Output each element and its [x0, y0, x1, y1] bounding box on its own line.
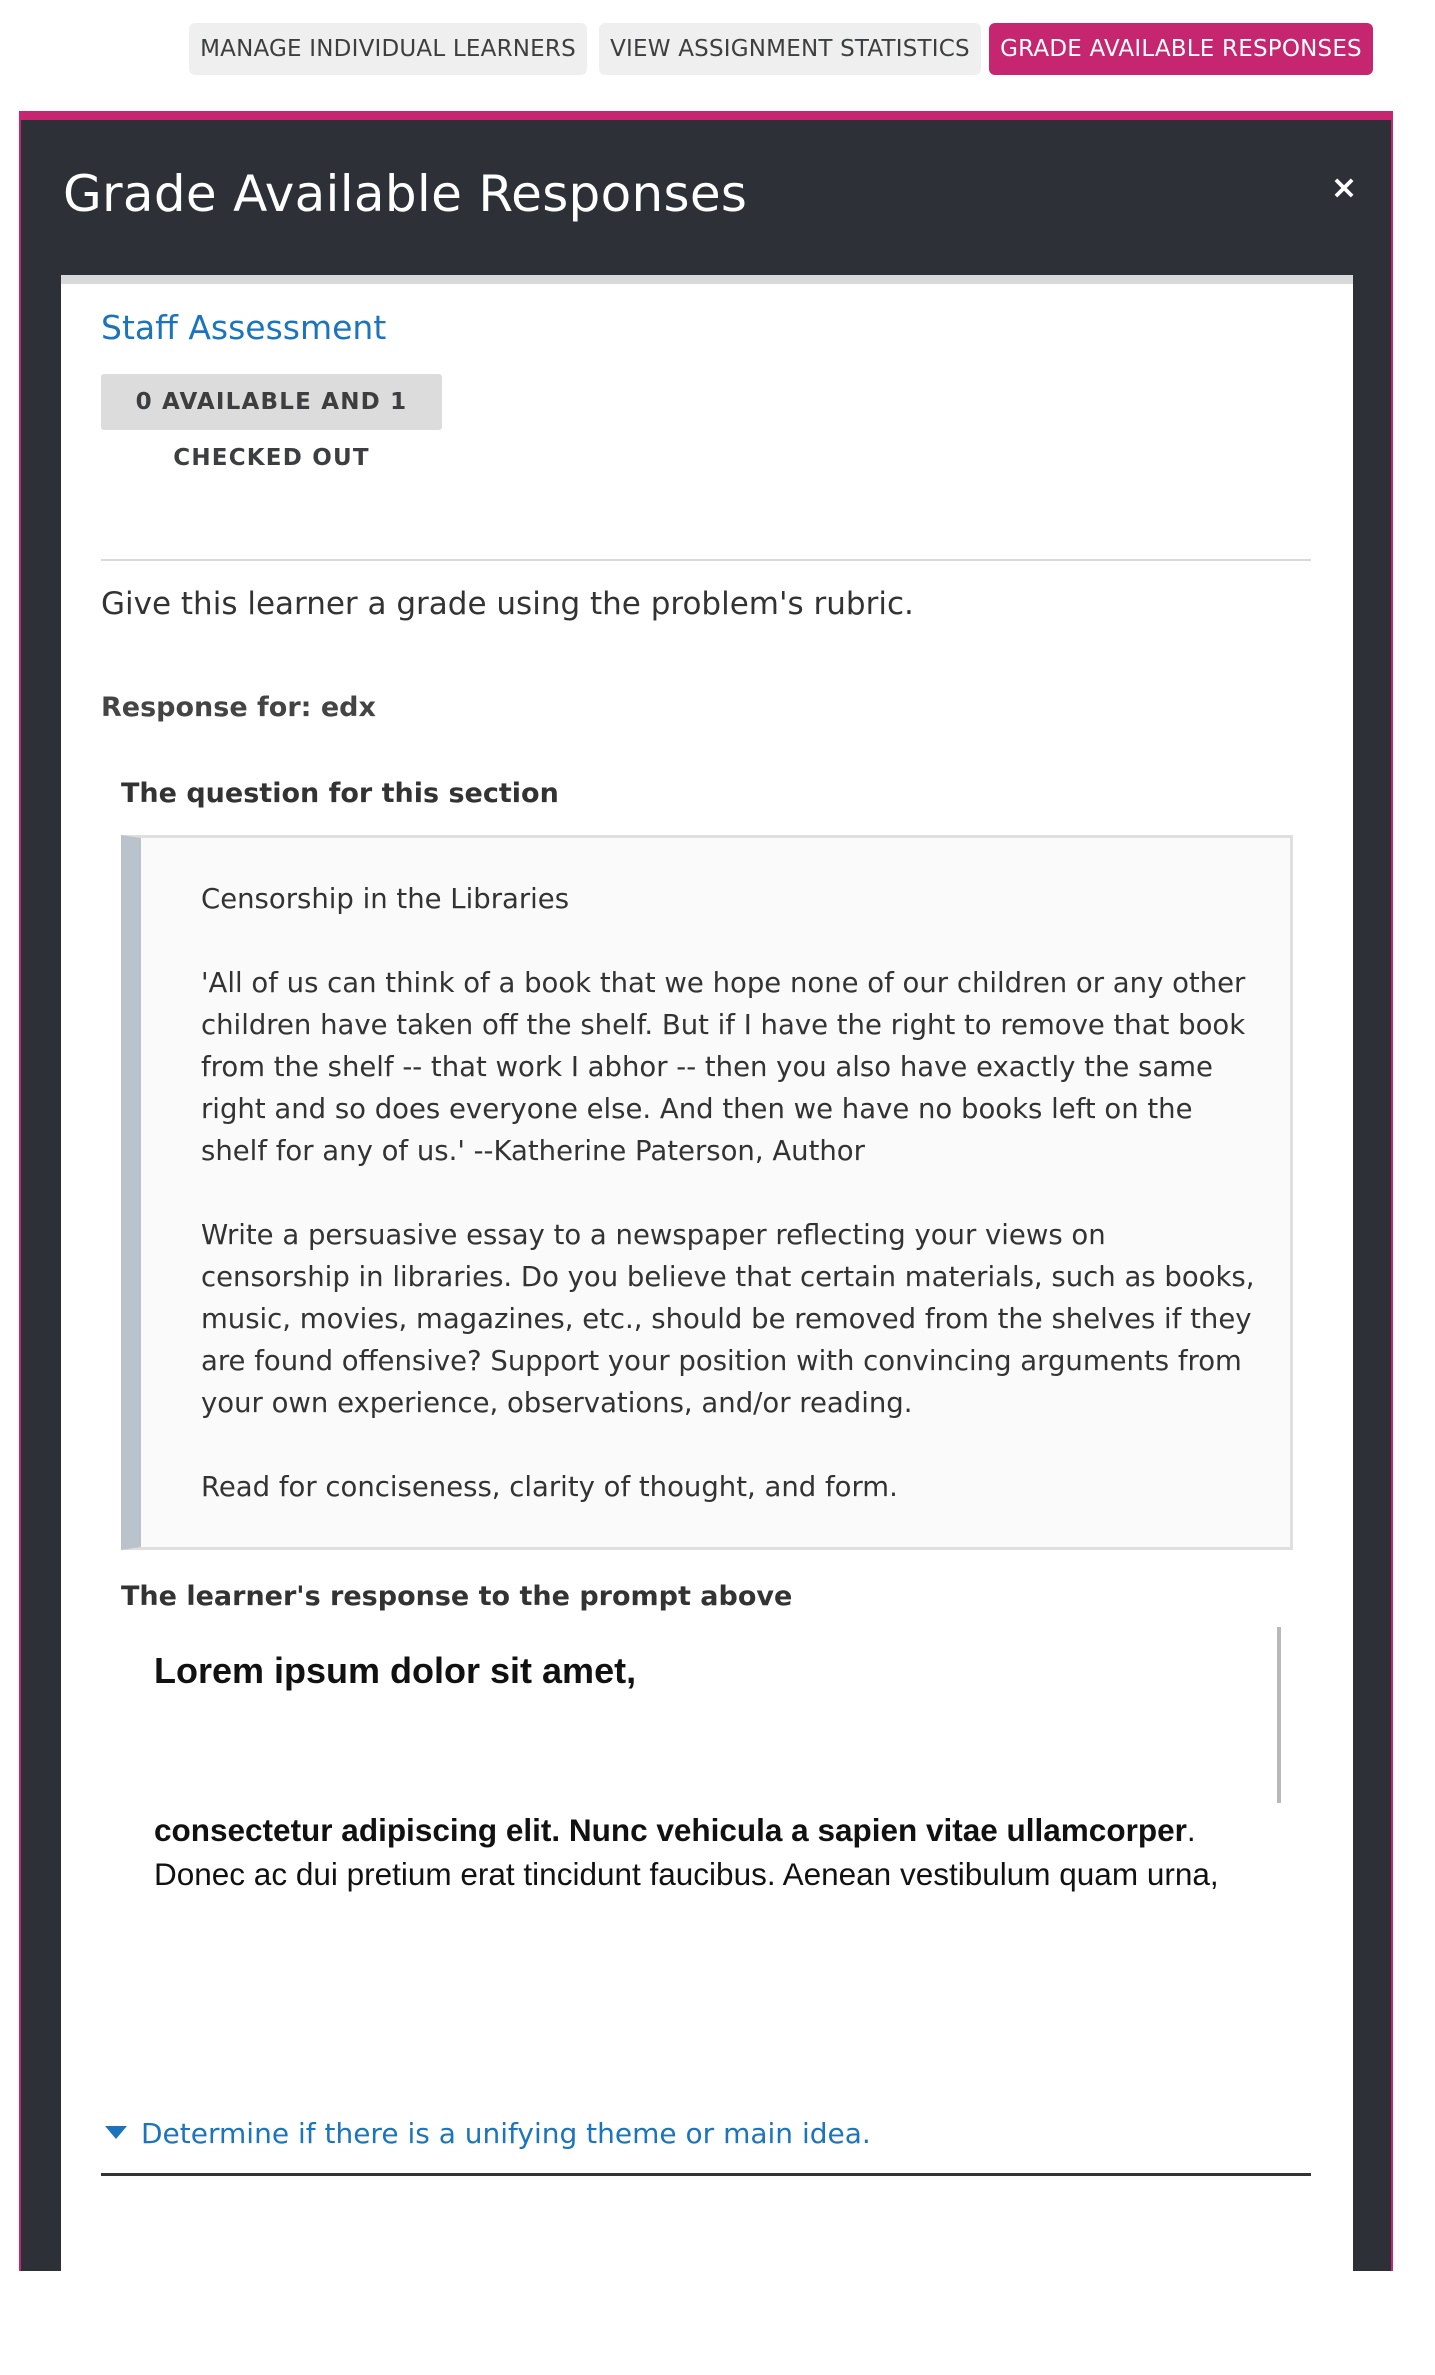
staff-assessment-panel — [61, 275, 1353, 2375]
response-scrollbar[interactable] — [1277, 1627, 1281, 1803]
caret-down-icon — [105, 2126, 127, 2139]
response-text: Donec ac dui pretium erat tincidunt faucibus. Aenean vestibulum quam urna, — [154, 1856, 1219, 1892]
response-period: . — [1186, 1812, 1196, 1848]
response-bold-text: consectetur adipiscing elit. Nunc vehicula a sapien vitae ullamcorper — [154, 1812, 1187, 1848]
status-badge: 0 AVAILABLE AND 1 CHECKED OUT — [101, 374, 442, 430]
response-for-label: Response for: edx — [101, 692, 376, 723]
grading-instruction: Give this learner a grade using the problem's rubric. — [101, 586, 914, 622]
response-body — [154, 1808, 1284, 1896]
criterion-label: Determine if there is a unifying theme or main idea. — [141, 2117, 871, 2150]
modal-title: Grade Available Responses — [63, 165, 748, 223]
manage-learners-button[interactable]: MANAGE INDIVIDUAL LEARNERS — [189, 23, 587, 75]
prompt-box — [121, 835, 1293, 1550]
divider — [101, 559, 1311, 561]
prompt-text: Censorship in the Libraries 'All of us can think of a book that we hope none of our children or any other children have taken off the shelf. But if I have the right to remove that book from the shelf -- that work I abhor -- then you also have exactly the same right and so does everyone else. And then we have no books left on the shelf for any of us.' --Katherine Paterson, Author Write a persuasive essay to a newspaper reflecting your views on censorship in libraries. Do you believe that certain materials, such as books, music, movies, magazines, etc., should be removed from the shelves if they are found offensive? Support your position with convincing arguments from your own experience, observations, and/or reading. Read for conciseness, clarity of thought, and form. — [201, 883, 1255, 1503]
grade-modal — [19, 111, 1393, 2271]
criterion-toggle[interactable] — [105, 2117, 871, 2150]
view-statistics-button[interactable]: VIEW ASSIGNMENT STATISTICS — [599, 23, 981, 75]
question-section-label: The question for this section — [121, 778, 559, 809]
grade-responses-button[interactable]: GRADE AVAILABLE RESPONSES — [989, 23, 1373, 75]
criterion-divider — [101, 2173, 1311, 2176]
top-action-bar — [0, 23, 1435, 75]
staff-assessment-title[interactable]: Staff Assessment — [101, 308, 387, 347]
response-heading: Lorem ipsum dolor sit amet, — [154, 1650, 637, 1691]
learner-response-label: The learner's response to the prompt above — [121, 1581, 793, 1612]
close-icon[interactable]: × — [1330, 168, 1358, 206]
